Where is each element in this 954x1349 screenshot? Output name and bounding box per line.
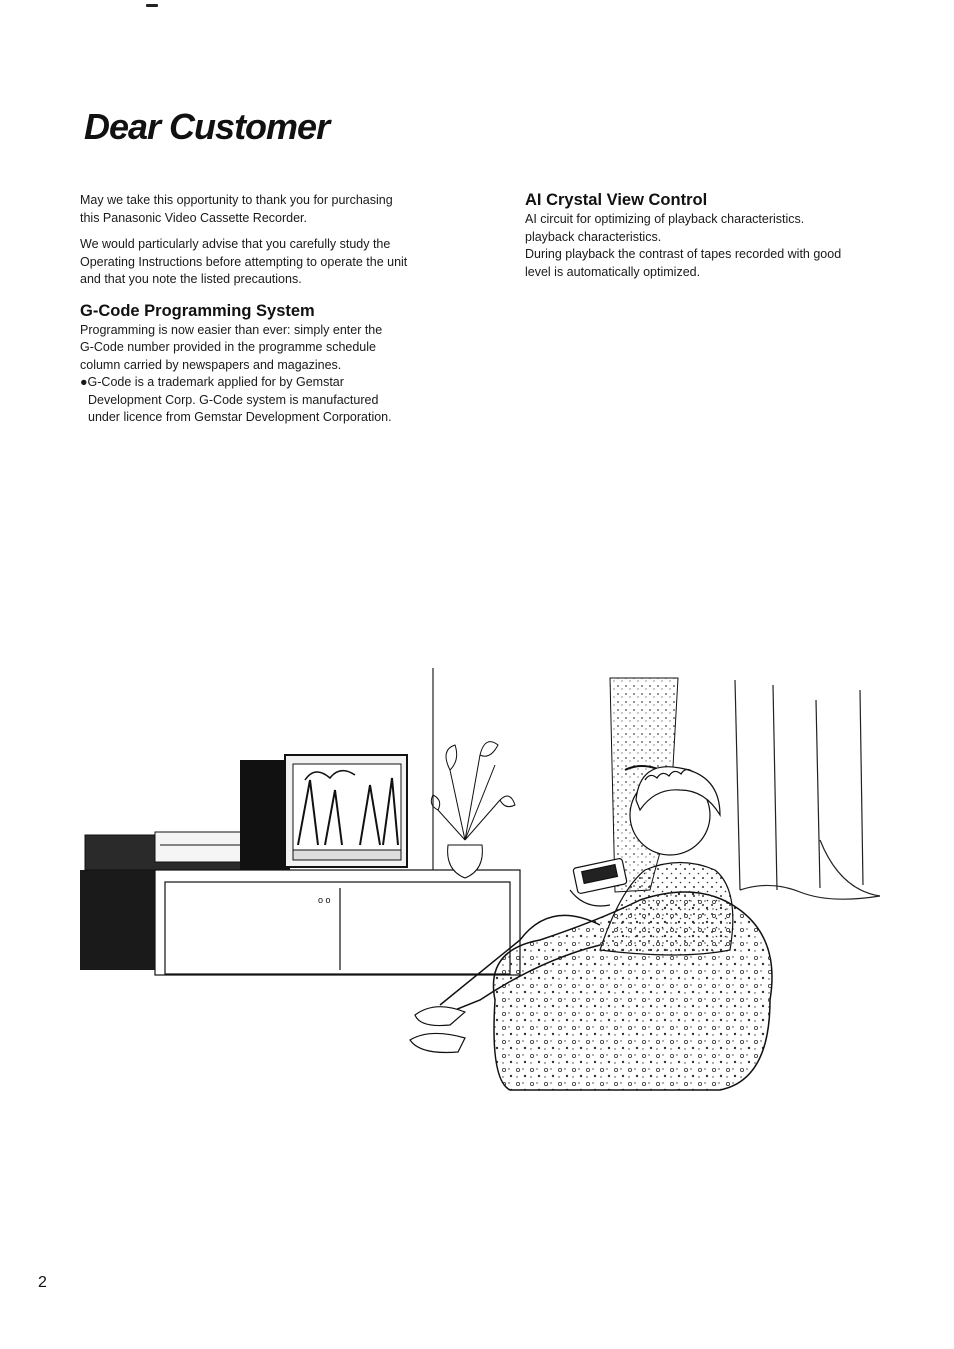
intro-p2-line-2: Operating Instructions before attempting to operate the unit: [80, 254, 408, 269]
gcode-bullet: [80, 374, 480, 427]
ai-crystal-body: [525, 211, 905, 281]
ai-crystal-line-4: level is automatically optimized.: [525, 264, 701, 279]
cabinet-knobs: o o: [318, 895, 331, 905]
potted-plant: [431, 742, 515, 878]
intro-p1-line-2: this Panasonic Video Cassette Recorder.: [80, 210, 307, 225]
gcode-bullet-line-1: ●G-Code is a trademark applied for by Gemstar: [80, 375, 344, 389]
living-room-illustration: [80, 660, 890, 1100]
gcode-heading: G-Code Programming System: [80, 301, 315, 320]
intro-p2-line-1: We would particularly advise that you carefully study the: [80, 237, 391, 251]
left-column: [80, 192, 480, 427]
page-number: 2: [38, 1274, 47, 1291]
ai-crystal-heading: AI Crystal View Control: [525, 191, 708, 209]
intro-p1-line-1: May we take this opportunity to thank you for purchasing: [80, 193, 393, 207]
gcode-line-2: G-Code number provided in the programme schedule: [80, 340, 376, 354]
gcode-body: [80, 322, 480, 375]
intro-paragraph-2: [80, 236, 480, 289]
ai-crystal-line-1: AI circuit for optimizing of playback characteristics.: [525, 212, 805, 226]
page-title: Dear Customer: [84, 106, 330, 147]
gcode-bullet-line-2: Development Corp. G-Code system is manufactured: [88, 392, 379, 407]
gcode-line-3: column carried by newspapers and magazines.: [80, 357, 342, 372]
scan-mark: [146, 4, 158, 7]
gcode-bullet-line-3: under licence from Gemstar Development Corporation.: [88, 410, 392, 424]
gcode-line-1: Programming is now easier than ever: simply enter the: [80, 322, 383, 337]
tv-set: [240, 755, 407, 870]
right-column: [525, 190, 905, 281]
ai-crystal-line-3: During playback the contrast of tapes recorded with good: [525, 247, 842, 261]
tv-cabinet: [155, 870, 520, 975]
ai-crystal-line-2: playback characteristics.: [525, 229, 662, 244]
intro-p2-line-3: and that you note the listed precautions.: [80, 272, 302, 286]
intro-paragraph-1: [80, 192, 480, 227]
